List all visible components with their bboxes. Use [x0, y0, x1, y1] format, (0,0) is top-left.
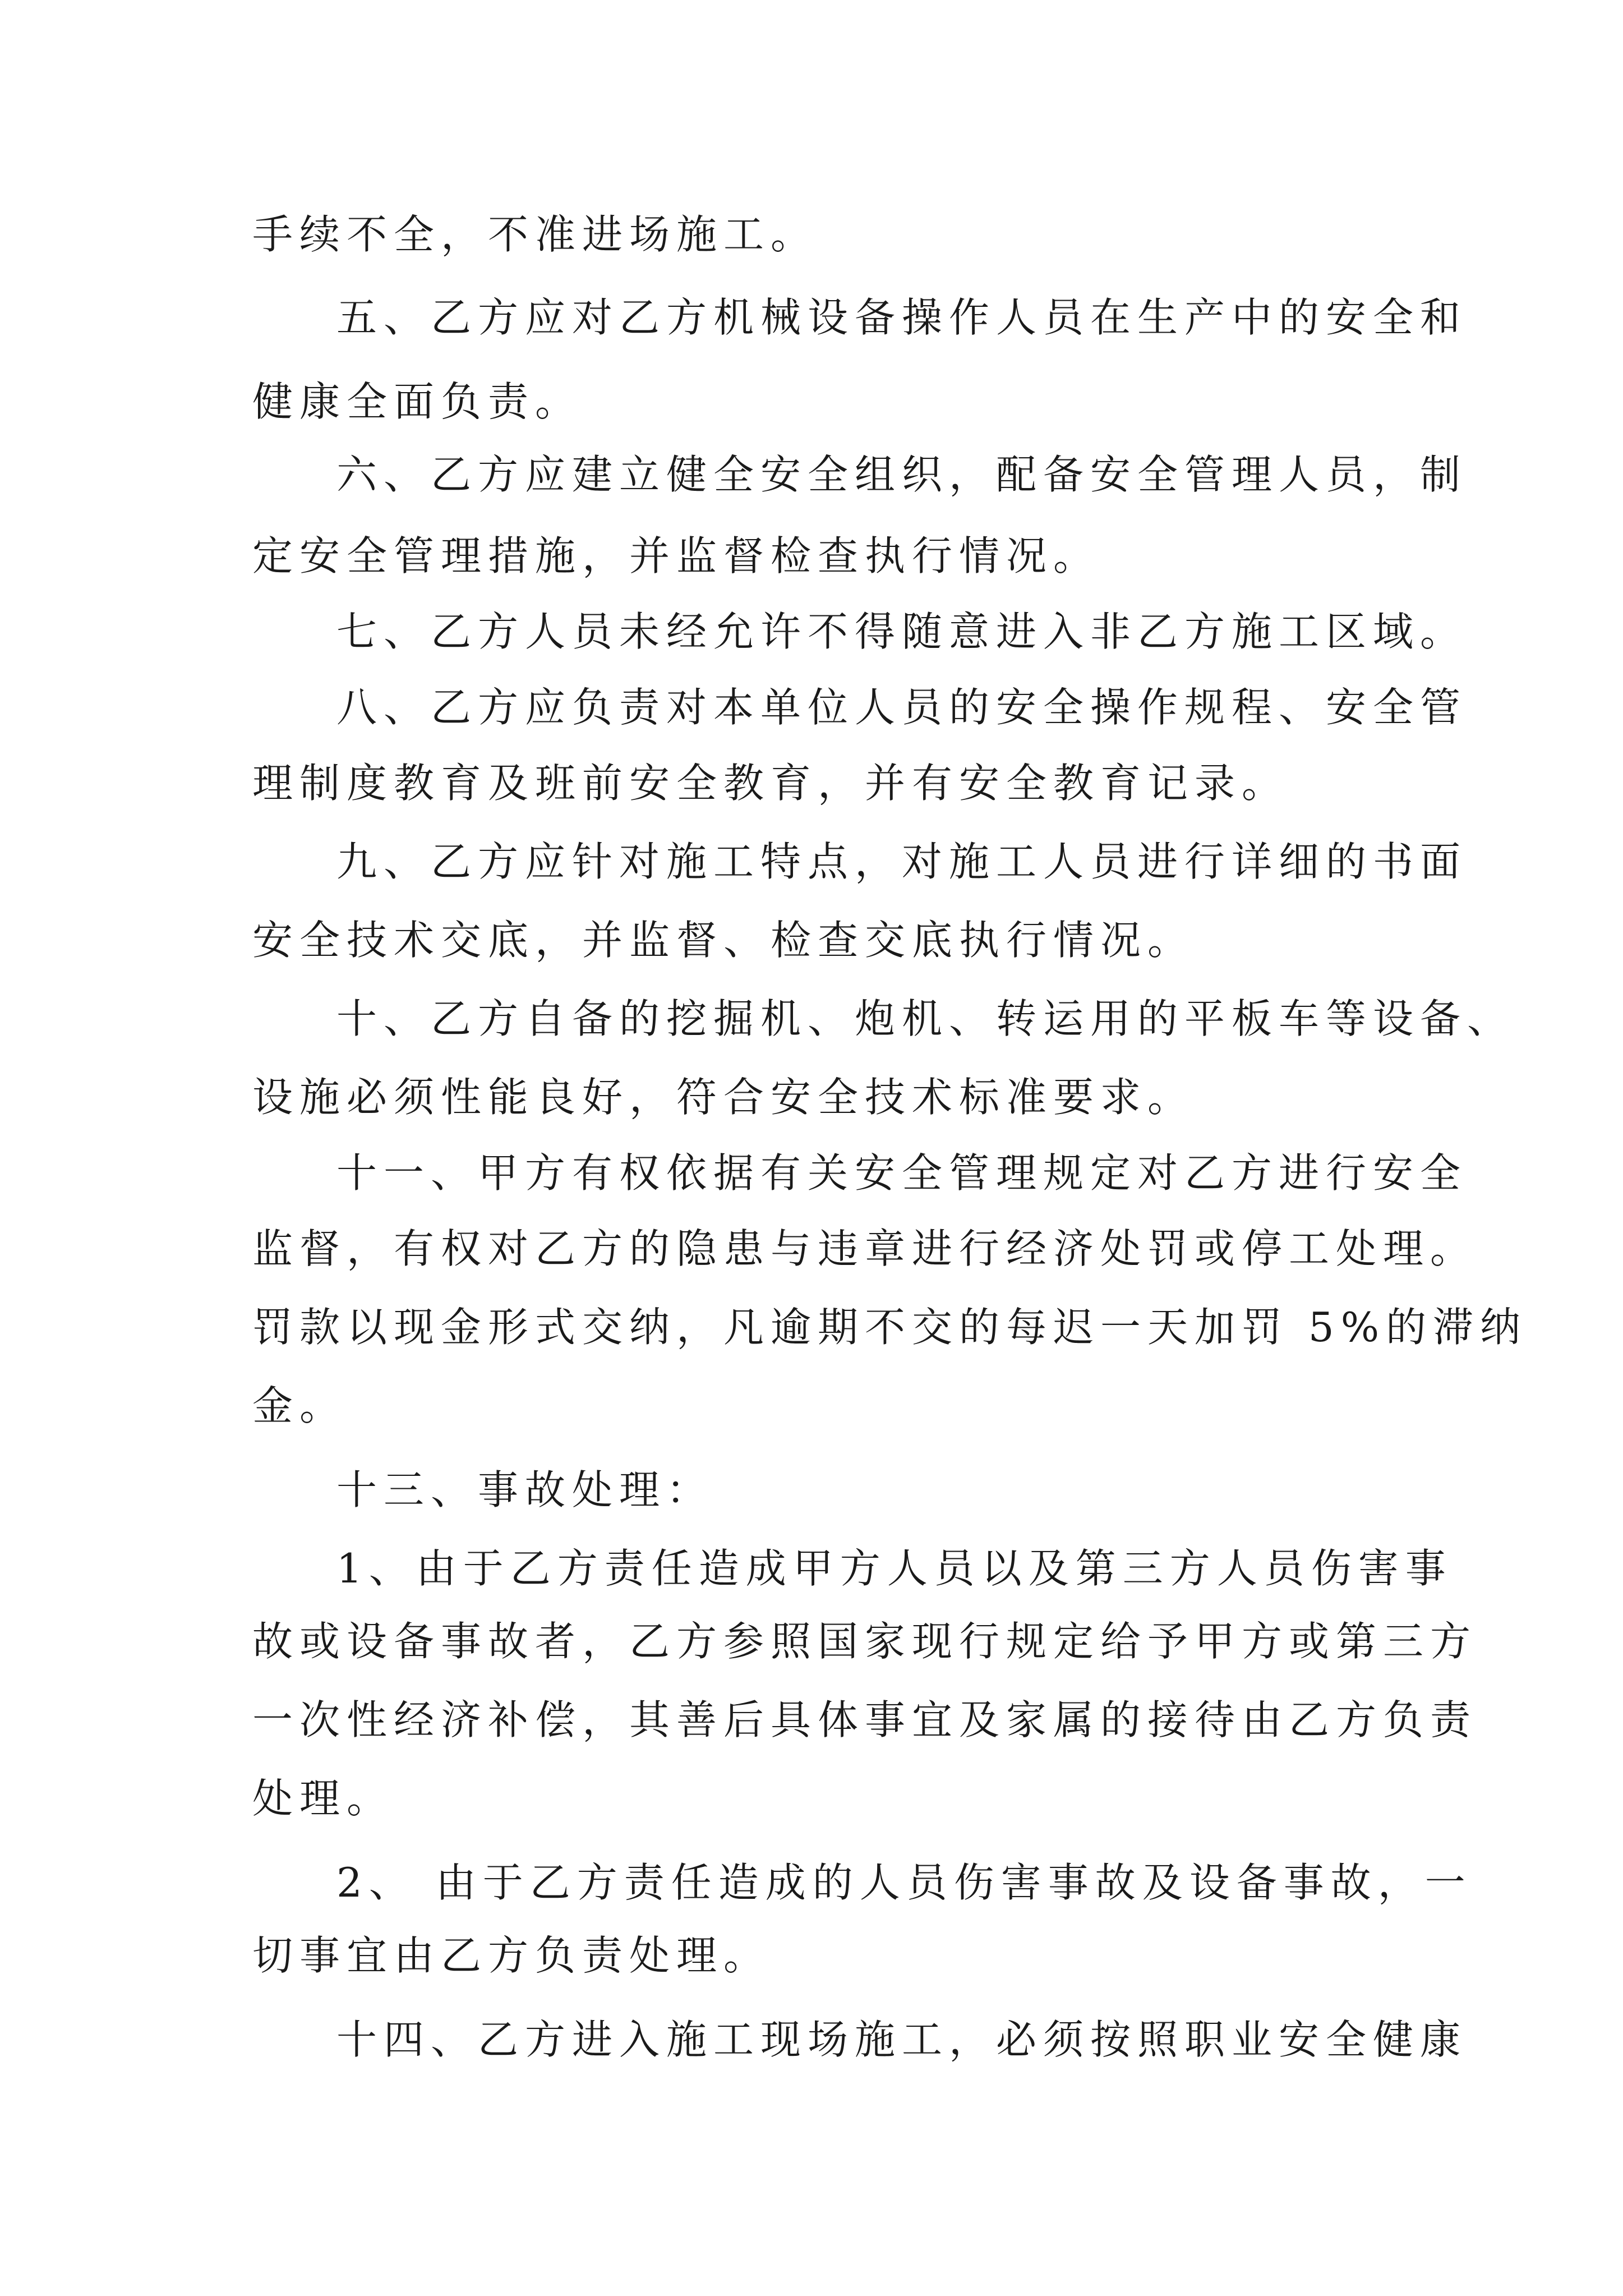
text-line: 十三、事故处理：	[336, 1466, 714, 1513]
text-line: 故或设备事故者，乙方参照国家现行规定给予甲方或第三方	[252, 1618, 1478, 1665]
text-line: 定安全管理措施，并监督检查执行情况。	[252, 532, 1101, 579]
text-line: 处理。	[252, 1775, 394, 1822]
text-line: 九、乙方应针对施工特点，对施工人员进行详细的书面	[336, 838, 1468, 885]
text-line: 健康全面负责。	[252, 378, 583, 425]
text-line: 安全技术交底，并监督、检查交底执行情况。	[252, 917, 1195, 964]
text-line: 六、乙方应建立健全安全组织，配备安全管理人员，制	[336, 451, 1468, 498]
text-line: 一次性经济补偿，其善后具体事宜及家属的接待由乙方负责	[252, 1696, 1478, 1743]
text-line: 罚款以现金形式交纳，凡逾期不交的每迟一天加罚 5%的滞纳	[252, 1304, 1528, 1351]
text-line: 八、乙方应负责对本单位人员的安全操作规程、安全管	[336, 684, 1468, 731]
text-line: 1、由于乙方责任造成甲方人员以及第三方人员伤害事	[336, 1545, 1453, 1592]
text-line: 十一、甲方有权依据有关安全管理规定对乙方进行安全	[336, 1149, 1468, 1197]
text-line: 十、乙方自备的挖掘机、炮机、转运用的平板车等设备、	[336, 995, 1515, 1042]
text-line: 理制度教育及班前安全教育，并有安全教育记录。	[252, 760, 1289, 807]
text-line: 十四、乙方进入施工现场施工，必须按照职业安全健康	[336, 2016, 1468, 2063]
text-line: 2、 由于乙方责任造成的人员伤害事故及设备事故，一	[336, 1859, 1472, 1906]
text-line: 设施必须性能良好，符合安全技术标准要求。	[252, 1074, 1195, 1121]
text-line: 监督，有权对乙方的隐患与违章进行经济处罚或停工处理。	[252, 1225, 1478, 1272]
text-line: 切事宜由乙方负责处理。	[252, 1932, 771, 1979]
text-line: 五、乙方应对乙方机械设备操作人员在生产中的安全和	[336, 294, 1468, 341]
text-line: 金。	[252, 1382, 347, 1429]
text-line: 手续不全，不准进场施工。	[252, 211, 818, 258]
text-line: 七、乙方人员未经允许不得随意进入非乙方施工区域。	[336, 608, 1468, 655]
